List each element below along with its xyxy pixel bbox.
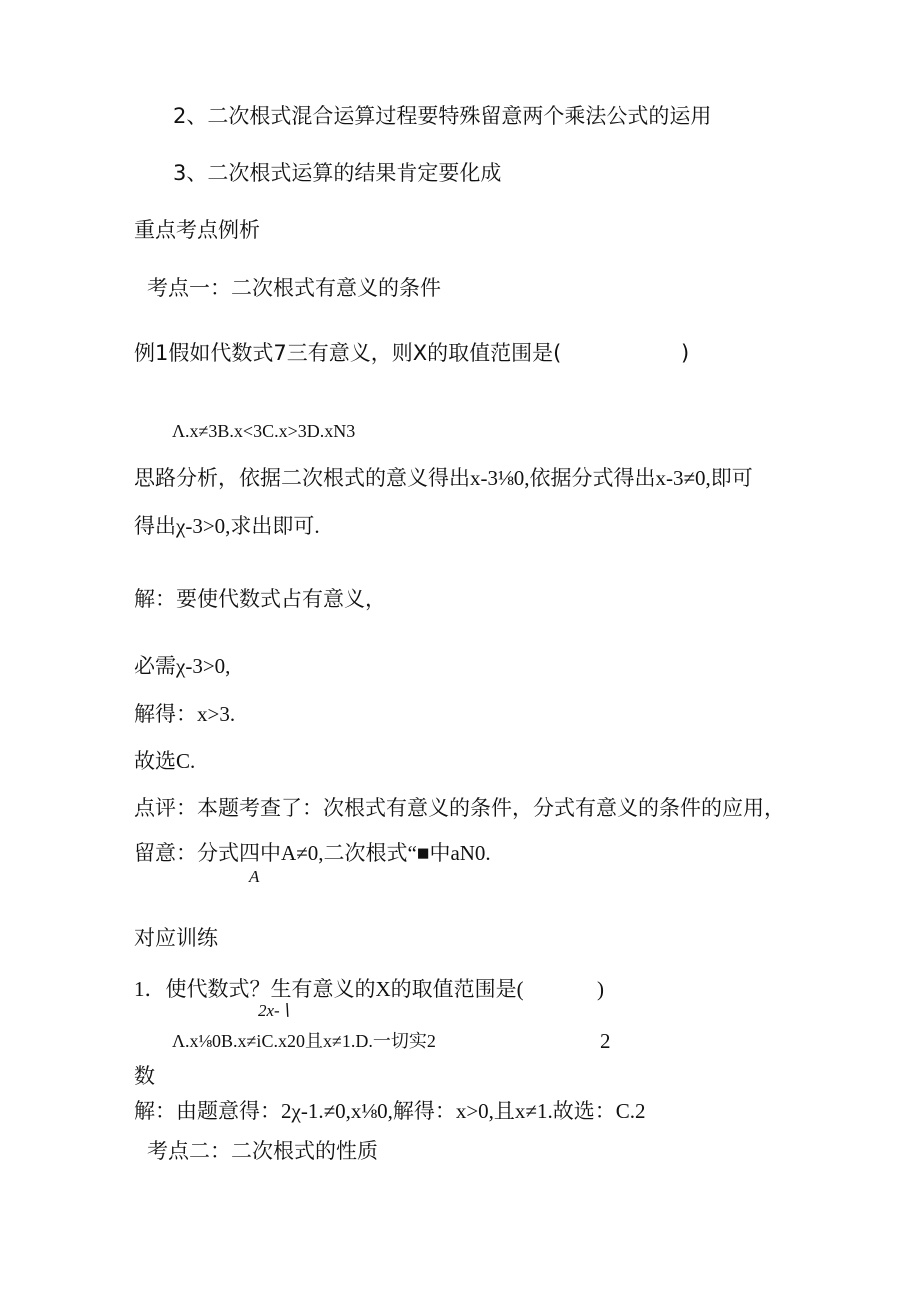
comment-line-2: 留意：分式四中A≠0,二次根式“■中aN0. — [134, 841, 491, 865]
comment-line-1: 点评：本题考查了：次根式有意义的条件，分式有意义的条件的应用， — [134, 796, 785, 820]
practice-q1-fraction: 2x-∖ — [258, 1001, 291, 1020]
solution-line-4: 故选C. — [134, 749, 196, 773]
example1-question-close: ) — [681, 341, 690, 365]
practice-q1-close: ) — [597, 977, 604, 1001]
practice-q1-options: Λ.x⅛0B.x≠iC.x20且x≠1.D.一切实2 — [172, 1031, 436, 1051]
solution-line-2: 必需χ-3>0, — [134, 654, 231, 678]
practice-q1-solution: 解：由题意得：2χ-1.≠0,x⅛0,解得：x>0,且x≠1.故选：C.2 — [134, 1099, 646, 1123]
comment-subscript: A — [249, 867, 260, 886]
practice-q1-options-wrap: 数 — [134, 1064, 155, 1088]
practice-q1-options-right: 2 — [600, 1029, 611, 1053]
solution-line-3: 解得：x>3. — [134, 702, 236, 726]
topic2-title: 考点二：二次根式的性质 — [147, 1139, 378, 1163]
solution-line-1: 解：要使代数式占有意义， — [134, 587, 386, 611]
note-2: 2、二次根式混合运算过程要特殊留意两个乘法公式的运用 — [173, 104, 712, 128]
topic1-title: 考点一：二次根式有意义的条件 — [147, 276, 441, 300]
practice-heading: 对应训练 — [134, 926, 218, 950]
example1-question: 例1假如代数式7三有意义，则X的取值范围是( — [134, 341, 562, 365]
analysis-line-2: 得出χ-3>0,求出即可. — [134, 514, 320, 538]
note-3: 3、二次根式运算的结果肯定要化成 — [173, 161, 502, 185]
practice-q1: 1．使代数式？生有意义的X的取值范围是( — [134, 977, 524, 1001]
section-heading: 重点考点例析 — [134, 218, 260, 242]
analysis-line-1: 思路分析，依据二次根式的意义得出x-3⅛0,依据分式得出x-3≠0,即可 — [134, 466, 753, 490]
example1-options: Λ.x≠3B.x<3C.x>3D.xN3 — [172, 421, 356, 441]
